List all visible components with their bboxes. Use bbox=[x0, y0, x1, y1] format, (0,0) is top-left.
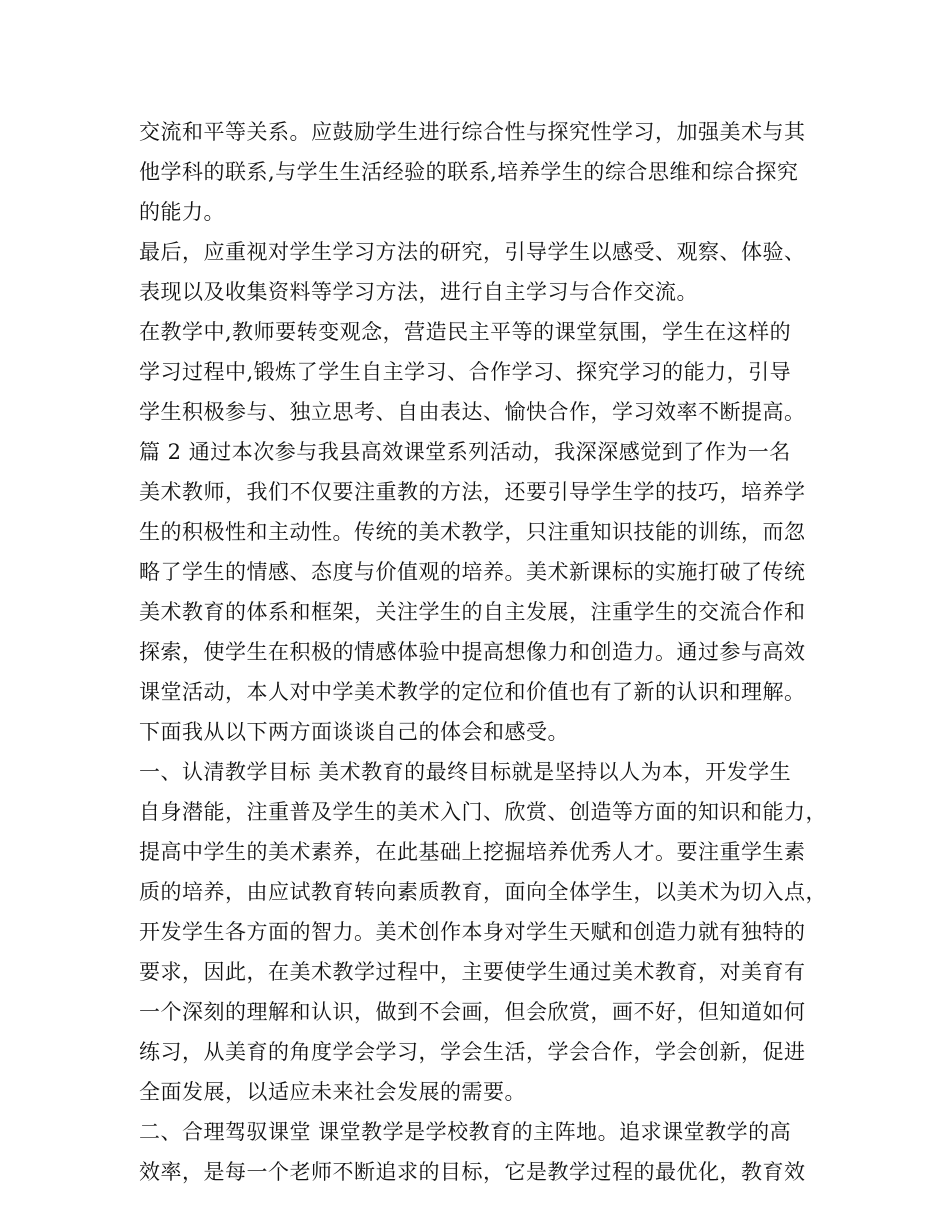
text-line-27: 效率，是每一个老师不断追求的目标，它是教学过程的最优化，教育效 bbox=[139, 1160, 806, 1184]
text-line-26: 二、合理驾驭课堂 课堂教学是学校教育的主阵地。追求课堂教学的高 bbox=[139, 1120, 792, 1144]
document-body bbox=[139, 112, 827, 1192]
text-line-20: 质的培养，由应试教育转向素质教育，面向全体学生，以美术为切入点， bbox=[139, 880, 827, 904]
text-line-18: 自身潜能，注重普及学生的美术入门、欣赏、创造等方面的知识和能力， bbox=[139, 800, 827, 824]
text-line-21: 开发学生各方面的智力。美术创作本身对学生天赋和创造力就有独特的 bbox=[139, 920, 806, 944]
text-line-15: 课堂活动，本人对中学美术教学的定位和价值也有了新的认识和理解。 bbox=[139, 680, 806, 704]
text-line-24: 练习，从美育的角度学会学习，学会生活，学会合作，学会创新，促进 bbox=[139, 1040, 806, 1064]
text-line-1: 交流和平等关系。应鼓励学生进行综合性与探究性学习，加强美术与其 bbox=[139, 120, 806, 144]
text-line-17: 一、认清教学目标 美术教育的最终目标就是坚持以人为本，开发学生 bbox=[139, 760, 792, 784]
text-line-13: 美术教育的体系和框架，关注学生的自主发展，注重学生的交流合作和 bbox=[139, 600, 806, 624]
text-line-3: 的能力。 bbox=[139, 200, 225, 224]
text-line-7: 学习过程中,锻炼了学生自主学习、合作学习、探究学习的能力，引导 bbox=[139, 360, 792, 384]
text-line-16: 下面我从以下两方面谈谈自己的体会和感受。 bbox=[139, 720, 569, 744]
text-line-4: 最后，应重视对学生学习方法的研究，引导学生以感受、观察、体验、 bbox=[139, 240, 806, 264]
text-line-10: 美术教师，我们不仅要注重教的方法，还要引导学生学的技巧，培养学 bbox=[139, 480, 806, 504]
text-line-12: 略了学生的情感、态度与价值观的培养。美术新课标的实施打破了传统 bbox=[139, 560, 806, 584]
text-line-22: 要求，因此，在美术教学过程中，主要使学生通过美术教育，对美育有 bbox=[139, 960, 806, 984]
text-line-9: 篇 2 通过本次参与我县高效课堂系列活动，我深深感觉到了作为一名 bbox=[139, 440, 791, 464]
text-line-5: 表现以及收集资料等学习方法，进行自主学习与合作交流。 bbox=[139, 280, 698, 304]
text-line-23: 一个深刻的理解和认识，做到不会画，但会欣赏，画不好，但知道如何 bbox=[139, 1000, 806, 1024]
text-line-11: 生的积极性和主动性。传统的美术教学，只注重知识技能的训练，而忽 bbox=[139, 520, 806, 544]
text-line-14: 探索，使学生在积极的情感体验中提高想像力和创造力。通过参与高效 bbox=[139, 640, 806, 664]
text-line-6: 在教学中,教师要转变观念，营造民主平等的课堂氛围，学生在这样的 bbox=[139, 320, 792, 344]
text-line-8: 学生积极参与、独立思考、自由表达、愉快合作，学习效率不断提高。 bbox=[139, 400, 806, 424]
text-line-2: 他学科的联系,与学生生活经验的联系,培养学生的综合思维和综合探究 bbox=[139, 160, 799, 184]
text-line-19: 提高中学生的美术素养，在此基础上挖掘培养优秀人才。要注重学生素 bbox=[139, 840, 806, 864]
text-line-25: 全面发展，以适应未来社会发展的需要。 bbox=[139, 1080, 526, 1104]
